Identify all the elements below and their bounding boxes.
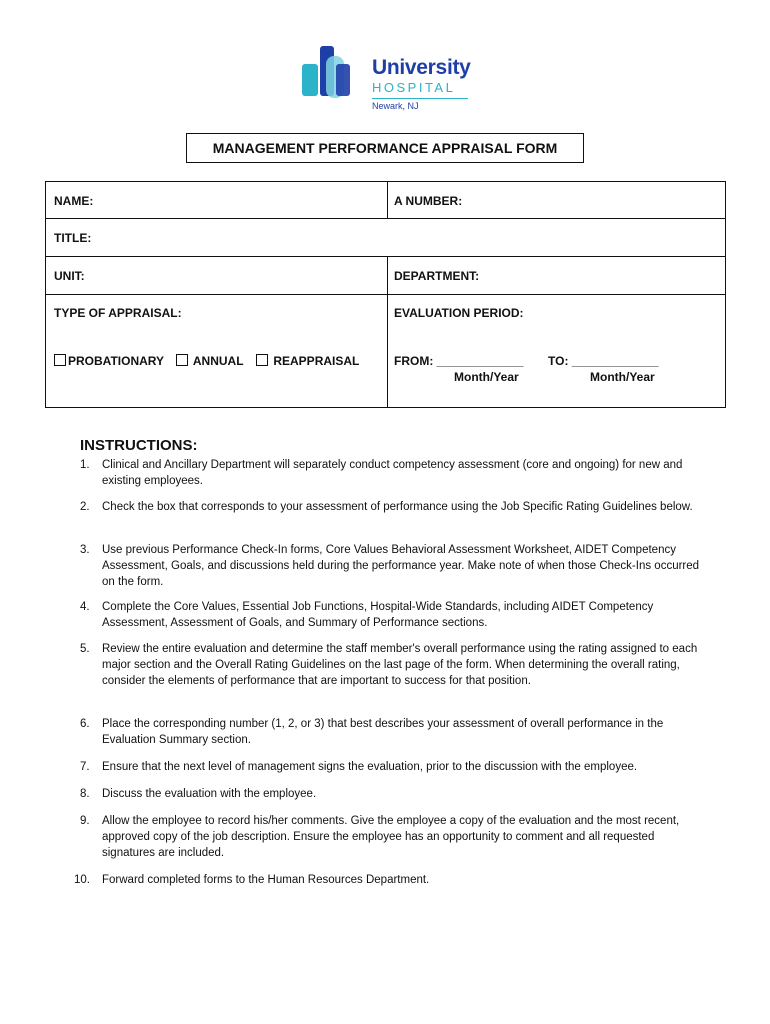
checkbox-icon[interactable] [176,354,188,366]
divider [387,182,388,218]
title-label: TITLE: [54,231,92,245]
item-number: 1. [80,459,90,471]
from-caption: Month/Year [454,370,519,384]
item-text: Use previous Performance Check-In forms, Core Values Behavioral Assessment Worksheet, AIDET Competency Assessment, Goals, and discussions held during the performance year. Make note of when those Check-Ins occurred on the form. [102,544,700,588]
instructions-heading: INSTRUCTIONS: [80,437,198,454]
option-annual[interactable] [176,354,244,368]
logo-mark-icon [300,42,370,102]
name-label: NAME: [54,194,94,208]
to-field[interactable]: TO: _____________ [548,354,659,368]
row-title [46,219,725,257]
item-number: 8. [80,788,90,800]
option-label: PROBATIONARY [68,354,164,368]
item-number: 2. [80,501,90,513]
checkbox-icon[interactable] [256,354,268,366]
type-of-appraisal-label: TYPE OF APPRAISAL: [54,306,182,320]
item-text: Allow the employee to record his/her comments. Give the employee a copy of the evaluation and the most recent, approved copy of the job description. Ensure the employee has an opportunity to comment and all requested signatures are included. [102,815,680,859]
item-number: 9. [80,815,90,827]
a-number-label: A NUMBER: [394,194,463,208]
row-name [46,182,725,219]
checkbox-icon[interactable] [54,354,66,366]
logo-name: University [372,56,471,79]
option-probationary[interactable] [54,354,164,368]
from-field[interactable]: FROM: _____________ [394,354,524,368]
item-number: 7. [80,761,90,773]
item-number: 3. [80,544,90,556]
item-text: Complete the Core Values, Essential Job Functions, Hospital-Wide Standards, including AIDET Competency Assessment, Assessment of Goals, and Summary of Performance sections. [102,601,654,629]
option-label: ANNUAL [192,354,244,368]
to-caption: Month/Year [590,370,655,384]
logo-subtitle: HOSPITAL [372,80,456,95]
item-number: 4. [80,601,90,613]
item-number: 5. [80,643,90,655]
logo-rule [372,98,468,99]
item-text: Forward completed forms to the Human Resources Department. [102,874,430,886]
department-label: DEPARTMENT: [394,269,480,283]
item-text: Discuss the evaluation with the employee. [102,788,317,800]
item-number: 10. [74,874,90,886]
divider [387,257,388,407]
item-text: Ensure that the next level of management signs the evaluation, prior to the discussion with the employee. [102,761,638,773]
form-title: MANAGEMENT PERFORMANCE APPRAISAL FORM [186,133,584,163]
item-text: Place the corresponding number (1, 2, or 3) that best describes your assessment of overall performance in the Evaluation Summary section. [102,718,664,746]
hospital-logo [300,42,490,114]
option-reappraisal[interactable] [256,354,359,368]
item-text: Review the entire evaluation and determine the staff member's overall performance using the rating assigned to each major section and the Overall Rating Guidelines on the last page of the form. When determining the overall rating, consider the elements of performance that are important to success for that position. [102,643,698,687]
logo-location: Newark, NJ [372,101,419,111]
evaluation-period-label: EVALUATION PERIOD: [394,306,524,320]
item-number: 6. [80,718,90,730]
item-text: Clinical and Ancillary Department will separately conduct competency assessment (core and ongoing) for new and existing employees. [102,459,683,487]
option-label: REAPPRAISAL [273,354,360,368]
row-unit [46,257,725,295]
unit-label: UNIT: [54,269,85,283]
employee-info-table [45,181,726,408]
item-text: Check the box that corresponds to your assessment of performance using the Job Specific Rating Guidelines below. [102,501,693,513]
